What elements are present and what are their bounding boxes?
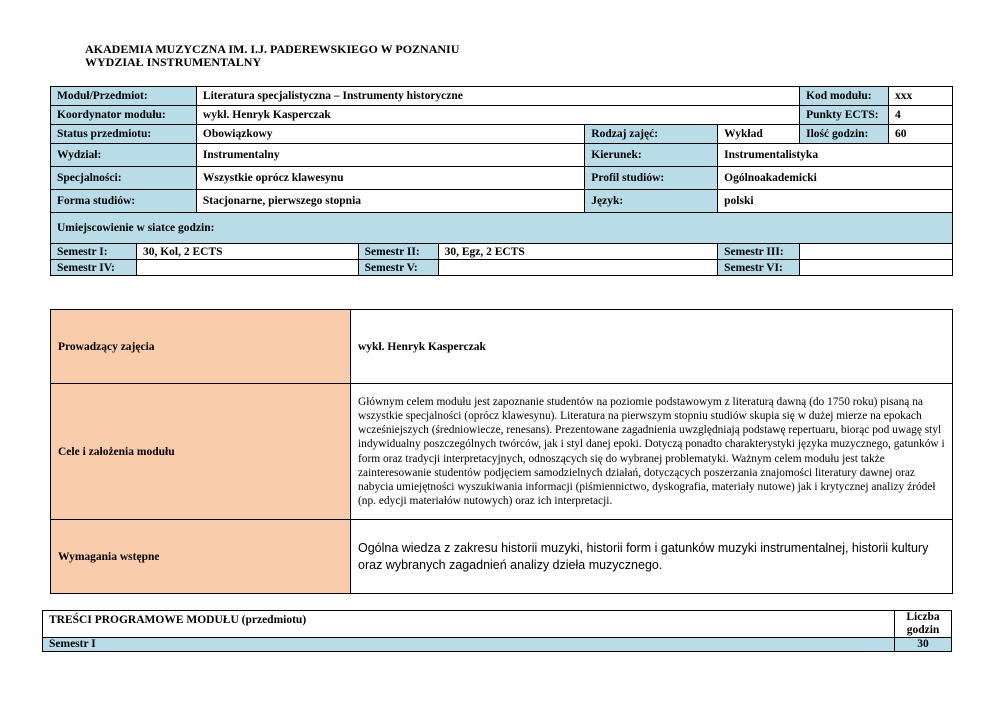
value-language: polski (718, 190, 953, 213)
label-profile: Profil studiów: (585, 167, 718, 190)
label-semester-1: Semestr I: (51, 244, 137, 260)
placement-heading: Umiejscowienie w siatce godzin: (51, 213, 953, 244)
value-field: Instrumentalistyka (718, 144, 953, 167)
value-faculty: Instrumentalny (196, 144, 584, 167)
label-specialties: Specjalności: (51, 167, 197, 190)
label-goals: Cele i założenia modułu (51, 384, 351, 520)
value-profile: Ogólnoakademicki (718, 167, 953, 190)
label-semester-3: Semestr III: (718, 244, 800, 260)
value-lecturer: wykł. Henryk Kasperczak (351, 310, 953, 384)
module-details-table (50, 309, 953, 594)
value-module-code: xxx (889, 87, 953, 106)
label-class-type: Rodzaj zajęć: (585, 125, 718, 144)
value-semester-1: 30, Kol, 2 ECTS (136, 244, 358, 260)
label-semester-4: Semestr IV: (51, 260, 137, 276)
label-semester-5: Semestr V: (358, 260, 438, 276)
label-field: Kierunek: (585, 144, 718, 167)
label-ects: Punkty ECTS: (800, 106, 889, 125)
label-module: Moduł/Przedmiot: (51, 87, 197, 106)
program-title: TREŚCI PROGRAMOWE MODUŁU (przedmiotu) (43, 611, 895, 638)
label-faculty: Wydział: (51, 144, 197, 167)
value-semester-2: 30, Egz, 2 ECTS (438, 244, 718, 260)
value-coordinator: wykł. Henryk Kasperczak (196, 106, 799, 125)
label-prerequisites: Wymagania wstępne (51, 520, 351, 594)
value-ects: 4 (889, 106, 953, 125)
value-goals: Głównym celem modułu jest zapoznanie studentów na poziomie podstawowym z literaturą dawną (do 1750 roku) pisaną na wszystkie specjalności (oprócz klawesynu). Literatura na pierwszym stopniu studiów skupia się w dużej mierze na epokach wcześniejszych (średniowiecze, renesans). Prezentowane zagadnienia uwzględniają podstawę repertuaru, biorąc pod uwagę styl indywidualny poszczególnych twórców, jak i styl danej epoki. Dotyczą ponadto charakterystyki języka muzycznego, gatunków i form oraz tradycji interpretacyjnych, odnoszących się do wybranej problematyki. Ważnym celem modułu jest także zainteresowanie studentów podjęciem samodzielnych działań, dotyczących poszerzania znajomości literatury dawnej oraz nabycia umiejętności wyszukiwania informacji (piśmiennictwo, dyskografia, materiały nutowe) jak i krytycznej analizy źródeł (np. edycji materiałów nutowych) oraz ich interpretacji. (351, 384, 953, 520)
program-content-table (42, 610, 952, 652)
value-hours: 60 (889, 125, 953, 144)
label-study-form: Forma studiów: (51, 190, 197, 213)
value-semester-3 (800, 244, 953, 260)
label-module-code: Kod modułu: (800, 87, 889, 106)
label-hours: Ilość godzin: (800, 125, 889, 144)
program-semester-hours: 30 (895, 638, 952, 652)
value-semester-6 (800, 260, 953, 276)
value-semester-5 (438, 260, 718, 276)
label-semester-6: Semestr VI: (718, 260, 800, 276)
label-language: Język: (585, 190, 718, 213)
hours-column-header: Liczba godzin (895, 611, 952, 638)
academy-name: AKADEMIA MUZYCZNA IM. I.J. PADEREWSKIEGO W POZNANIU (85, 42, 460, 56)
faculty-name: WYDZIAŁ INSTRUMENTALNY (85, 55, 262, 69)
label-status: Status przedmiotu: (51, 125, 197, 144)
document-header (85, 43, 459, 69)
program-semester-label: Semestr I (43, 638, 895, 652)
value-specialties: Wszystkie oprócz klawesynu (196, 167, 584, 190)
module-info-table (50, 86, 953, 276)
label-semester-2: Semestr II: (358, 244, 438, 260)
value-study-form: Stacjonarne, pierwszego stopnia (196, 190, 584, 213)
value-semester-4 (136, 260, 358, 276)
value-prerequisites: Ogólna wiedza z zakresu historii muzyki, historii form i gatunków muzyki instrumentalnej, historii kultury oraz wybranych zagadnień analizy dzieła muzycznego. (351, 520, 953, 594)
value-module: Literatura specjalistyczna – Instrumenty historyczne (196, 87, 799, 106)
value-class-type: Wykład (718, 125, 800, 144)
label-coordinator: Koordynator modułu: (51, 106, 197, 125)
label-lecturer: Prowadzący zajęcia (51, 310, 351, 384)
value-status: Obowiązkowy (196, 125, 584, 144)
